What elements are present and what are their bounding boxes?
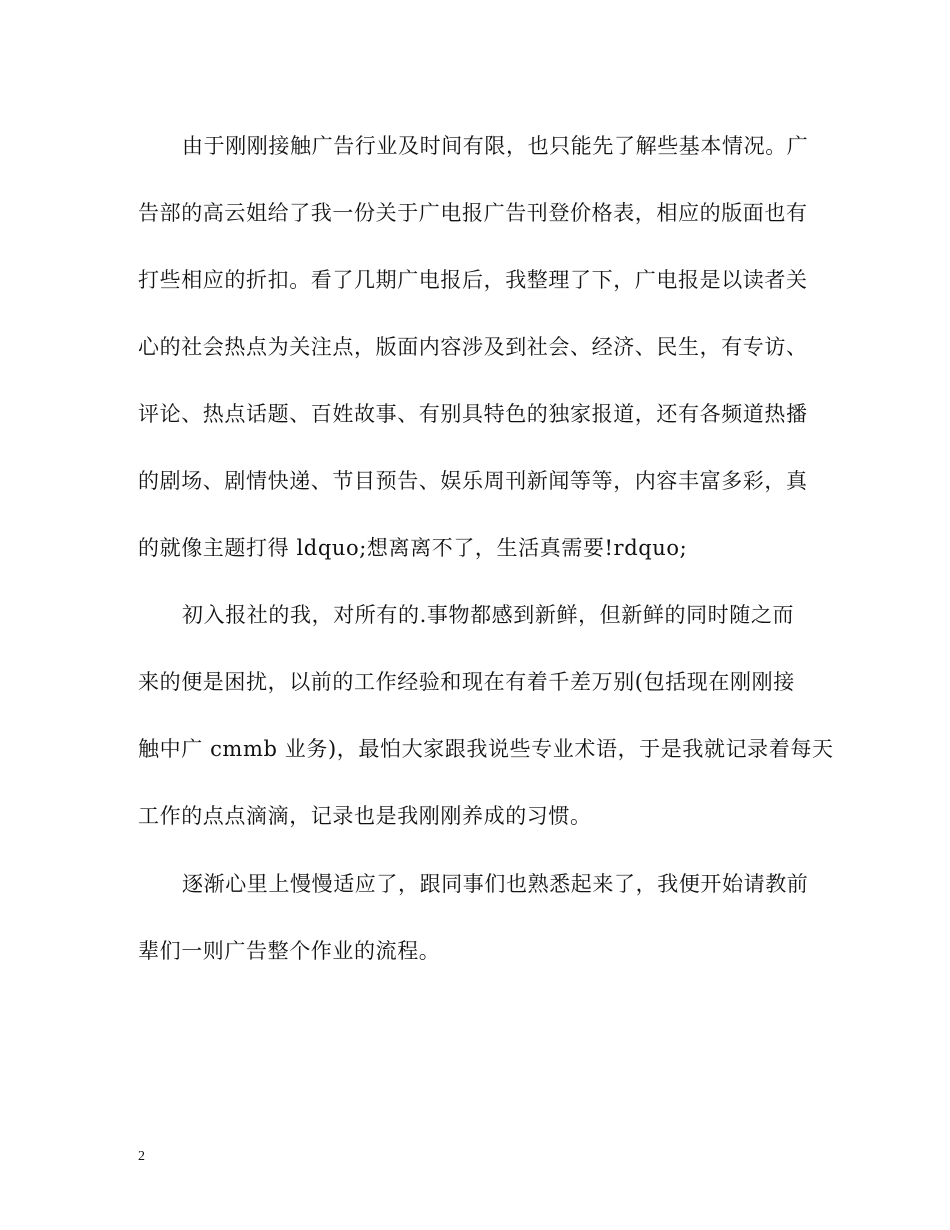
paragraph-1-line-7: 的就像主题打得 ldquo;想离离不了，生活真需要!rdquo;: [138, 536, 688, 560]
paragraph-1-line-3: 打些相应的折扣。看了几期广电报后，我整理了下，广电报是以读者关: [138, 268, 808, 292]
paragraph-1-line-5: 评论、热点话题、百姓故事、有别具特色的独家报道，还有各频道热播: [138, 402, 808, 426]
paragraph-2-line-4: 工作的点点滴滴，记录也是我刚刚养成的习惯。: [138, 804, 592, 828]
paragraph-1-line-2: 告部的高云姐给了我一份关于广电报广告刊登价格表，相应的版面也有: [138, 201, 808, 225]
paragraph-2-line-3: 触中广 cmmb 业务)，最怕大家跟我说些专业术语，于是我就记录着每天: [138, 737, 834, 761]
paragraph-2-line-1: 初入报社的我，对所有的.事物都感到新鲜，但新鲜的同时随之而: [182, 603, 795, 627]
paragraph-3-line-1: 逐渐心里上慢慢适应了，跟同事们也熟悉起来了，我便开始请教前: [182, 872, 809, 896]
paragraph-1-line-6: 的剧场、剧情快递、节目预告、娱乐周刊新闻等等，内容丰富多彩，真: [138, 469, 808, 493]
paragraph-2-line-2: 来的便是困扰，以前的工作经验和现在有着千差万别(包括现在刚刚接: [138, 670, 795, 694]
page-number: 2: [138, 1149, 145, 1164]
paragraph-1-line-1: 由于刚刚接触广告行业及时间有限，也只能先了解些基本情况。广: [182, 134, 809, 158]
paragraph-1-line-4: 心的社会热点为关注点，版面内容涉及到社会、经济、民生，有专访、: [138, 335, 808, 359]
paragraph-3-line-2: 辈们一则广告整个作业的流程。: [138, 939, 441, 963]
